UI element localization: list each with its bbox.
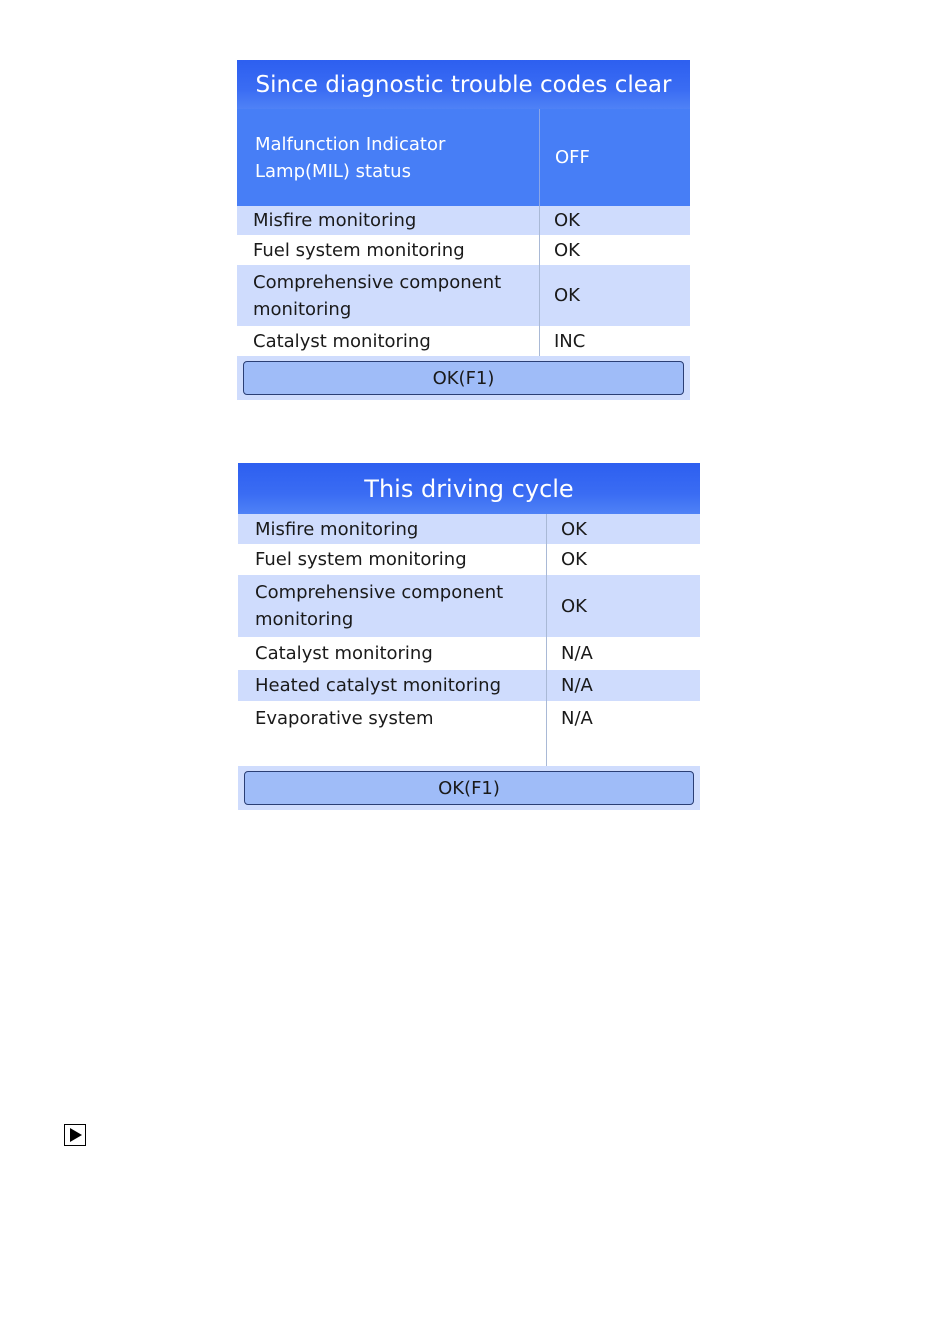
play-triangle-icon xyxy=(64,1124,86,1146)
button-bar xyxy=(238,766,700,810)
row-label: Heated catalyst monitoring xyxy=(238,670,547,701)
row-value: OK xyxy=(554,285,580,306)
ok-f1-button[interactable]: OK(F1) xyxy=(244,771,694,805)
mil-status-row xyxy=(237,109,690,206)
row-value: N/A xyxy=(561,643,593,664)
table-row xyxy=(238,514,700,544)
button-bar xyxy=(237,356,690,400)
row-value: OK xyxy=(561,518,587,540)
row-label: Catalyst monitoring xyxy=(238,637,547,670)
row-value: INC xyxy=(554,330,586,352)
panel-title: This driving cycle xyxy=(238,463,700,514)
row-label: Comprehensive component monitoring xyxy=(237,265,540,326)
table-row xyxy=(237,235,690,265)
table-row xyxy=(238,701,700,766)
table-row xyxy=(237,265,690,326)
row-label: Comprehensive component monitoring xyxy=(238,575,547,637)
row-label: Fuel system monitoring xyxy=(238,544,547,575)
since-clear-panel xyxy=(237,60,690,400)
row-label: Catalyst monitoring xyxy=(237,326,540,356)
row-value: OK xyxy=(554,210,580,231)
ok-f1-button[interactable]: OK(F1) xyxy=(243,361,684,395)
row-label: Evaporative system xyxy=(238,701,547,766)
row-label: Fuel system monitoring xyxy=(237,235,540,265)
driving-cycle-panel xyxy=(238,463,700,810)
row-label: Malfunction Indicator Lamp(MIL) status xyxy=(237,109,540,206)
table-row xyxy=(237,326,690,356)
panel-title: Since diagnostic trouble codes clear xyxy=(237,60,690,109)
row-value: OK xyxy=(561,595,587,617)
row-label: Misfire monitoring xyxy=(237,206,540,235)
row-value: OFF xyxy=(555,147,590,168)
row-value: N/A xyxy=(561,708,593,729)
table-row xyxy=(238,637,700,670)
row-value: N/A xyxy=(561,675,593,696)
row-value: OK xyxy=(561,549,587,570)
row-label: Misfire monitoring xyxy=(238,514,547,544)
table-row xyxy=(237,206,690,235)
table-row xyxy=(238,575,700,637)
table-row xyxy=(238,544,700,575)
row-value: OK xyxy=(554,239,580,261)
table-row xyxy=(238,670,700,701)
